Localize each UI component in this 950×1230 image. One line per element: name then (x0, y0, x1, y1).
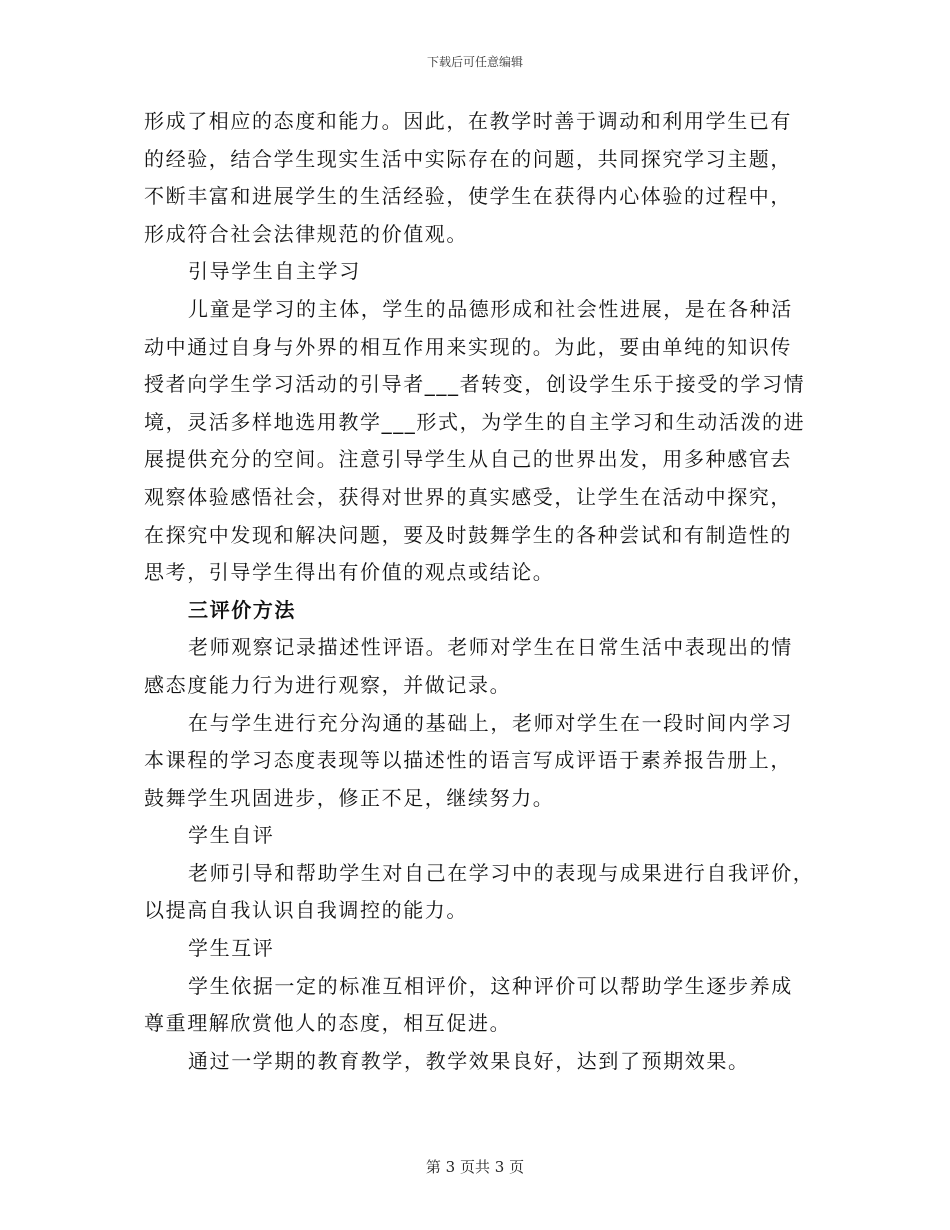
text-line: 形成符合社会法律规范的价值观。 (144, 221, 468, 246)
text-line: 儿童是学习的主体，学生的品德形成和社会性进展，是在各种活 (188, 296, 793, 321)
section-heading: 引导学生自主学习 (188, 259, 361, 284)
text-line: 动中通过自身与外界的相互作用来实现的。为此，要由单纯的知识传 (144, 334, 792, 359)
text-line: 在探究中发现和解决问题，要及时鼓舞学生的各种尝试和有制造性的 (144, 522, 792, 547)
text-line: 老师引导和帮助学生对自己在学习中的表现与成果进行自我评价， (188, 860, 815, 885)
text-line: 授者向学生学习活动的引导者___者转变，创设学生乐于接受的学习情 (144, 372, 806, 397)
text-line: 不断丰富和进展学生的生活经验，使学生在获得内心体验的过程中， (144, 184, 792, 209)
page-footer: 第 3 页共 3 页 (425, 1158, 525, 1176)
text-line: 鼓舞学生巩固进步，修正不足，继续努力。 (144, 785, 555, 810)
section-heading: 学生互评 (188, 936, 275, 961)
text-line: 思考，引导学生得出有价值的观点或结论。 (144, 560, 555, 585)
text-line: 学生依据一定的标准互相评价，这种评价可以帮助学生逐步养成 (188, 973, 793, 998)
text-line: 通过一学期的教育教学，教学效果良好，达到了预期效果。 (188, 1048, 750, 1073)
text-line: 在与学生进行充分沟通的基础上，老师对学生在一段时间内学习 (188, 710, 793, 735)
page-header: 下载后可任意编辑 (426, 55, 523, 69)
text-line: 形成了相应的态度和能力。因此，在教学时善于调动和利用学生已有 (144, 109, 792, 133)
text-line: 本课程的学习态度表现等以描述性的语言写成评语于素养报告册上， (144, 748, 792, 773)
text-line: 境，灵活多样地选用教学___形式，为学生的自主学习和生动活泼的进 (144, 409, 806, 434)
section-heading: 学生自评 (188, 823, 275, 848)
document-body (144, 103, 815, 1080)
text-line: 尊重理解欣赏他人的态度，相互促进。 (144, 1011, 512, 1036)
text-line: 展提供充分的空间。注意引导学生从自己的世界出发，用多种感官去 (144, 447, 792, 472)
text-line: 老师观察记录描述性评语。老师对学生在日常生活中表现出的情 (188, 635, 793, 660)
text-line: 观察体验感悟社会，获得对世界的真实感受，让学生在活动中探究， (144, 484, 792, 509)
text-line: 以提高自我认识自我调控的能力。 (144, 898, 468, 923)
section-heading-bold: 三评价方法 (188, 597, 296, 622)
text-line: 的经验，结合学生现实生活中实际存在的问题，共同探究学习主题， (144, 146, 792, 171)
text-line: 感态度能力行为进行观察，并做记录。 (144, 672, 512, 697)
